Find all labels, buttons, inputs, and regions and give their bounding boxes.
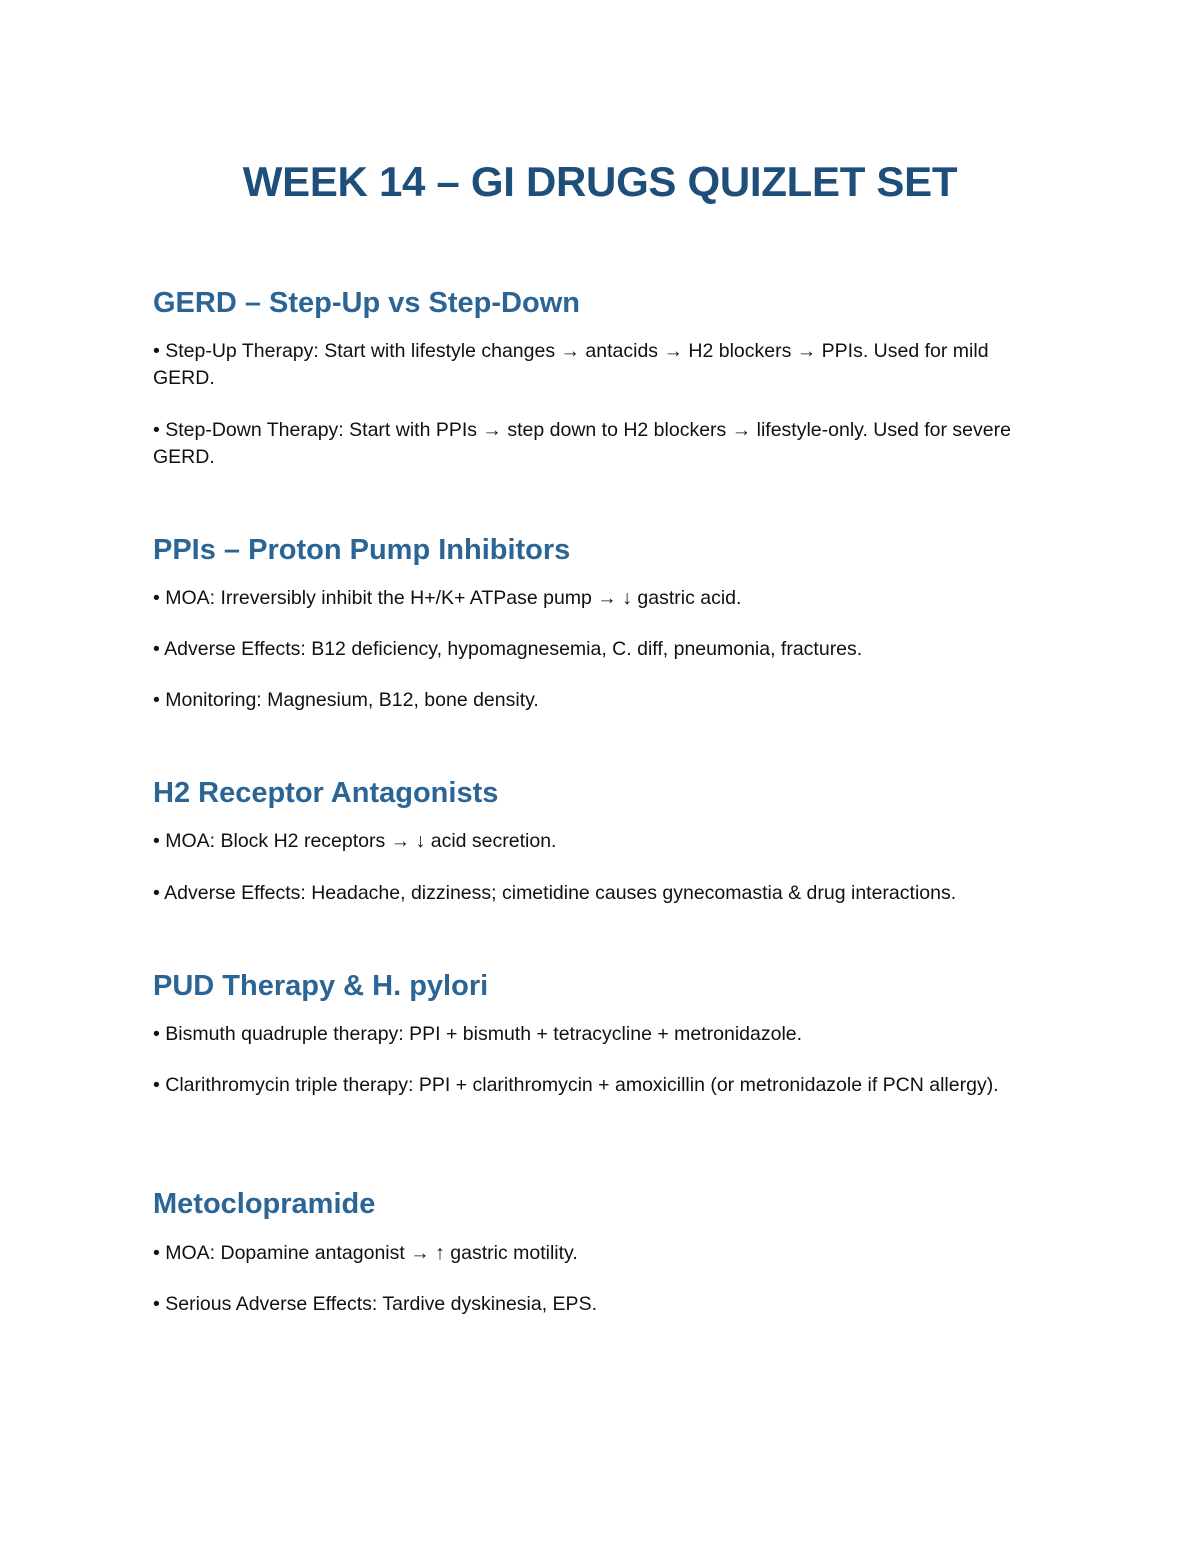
section-heading-ppis: PPIs – Proton Pump Inhibitors	[153, 534, 571, 566]
bullet-ppi-moa: • MOA: Irreversibly inhibit the H+/K+ ATPase pump → ↓ gastric acid.	[153, 587, 742, 609]
section-heading-gerd: GERD – Step-Up vs Step-Down	[153, 287, 580, 319]
section-heading-pud-therapy: PUD Therapy & H. pylori	[153, 970, 489, 1002]
bullet-ppi-adverse-effects: • Adverse Effects: B12 deficiency, hypomagnesemia, C. diff, pneumonia, fractures.	[153, 638, 863, 660]
bullet-h2-adverse-effects: • Adverse Effects: Headache, dizziness; cimetidine causes gynecomastia & drug interactions.	[153, 882, 957, 904]
document-title: WEEK 14 – GI DRUGS QUIZLET SET	[242, 158, 958, 205]
bullet-metoclopramide-serious-adverse-effects: • Serious Adverse Effects: Tardive dyskinesia, EPS.	[153, 1293, 597, 1315]
section-heading-h2-antagonists: H2 Receptor Antagonists	[153, 777, 499, 809]
bullet-step-up-therapy: • Step-Up Therapy: Start with lifestyle changes → antacids → H2 blockers → PPIs. Used for mild GERD.	[153, 340, 989, 389]
bullet-h2-moa: • MOA: Block H2 receptors → ↓ acid secretion.	[153, 830, 557, 852]
bullet-metoclopramide-moa: • MOA: Dopamine antagonist → ↑ gastric motility.	[153, 1242, 578, 1264]
bullet-step-down-therapy: • Step-Down Therapy: Start with PPIs → step down to H2 blockers → lifestyle-only. Used for severe GERD.	[153, 419, 1011, 468]
section-heading-metoclopramide: Metoclopramide	[153, 1188, 376, 1220]
bullet-bismuth-quadruple-therapy: • Bismuth quadruple therapy: PPI + bismuth + tetracycline + metronidazole.	[153, 1023, 803, 1045]
bullet-ppi-monitoring: • Monitoring: Magnesium, B12, bone density.	[153, 689, 539, 711]
bullet-clarithromycin-triple-therapy: • Clarithromycin triple therapy: PPI + clarithromycin + amoxicillin (or metronidazole if PCN allergy).	[153, 1074, 999, 1096]
